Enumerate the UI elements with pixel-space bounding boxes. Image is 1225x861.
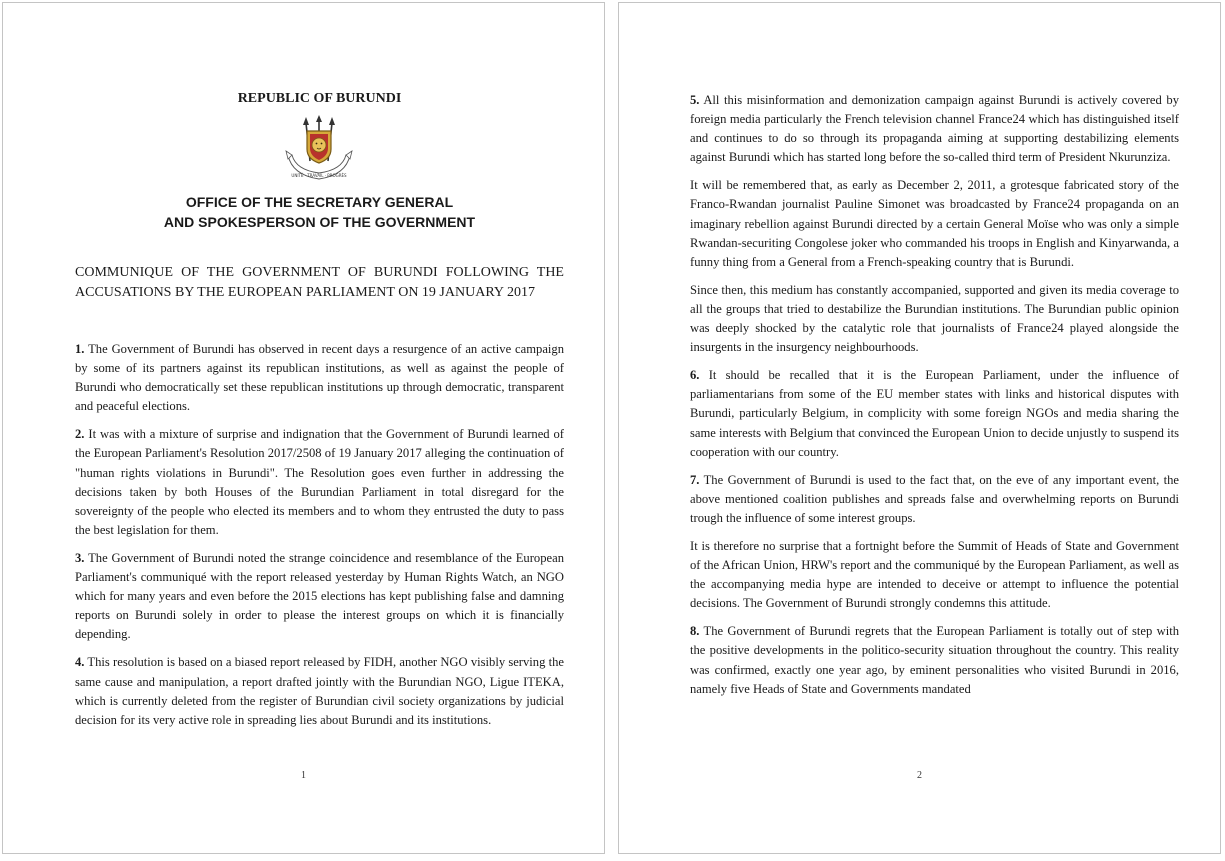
paragraph-number: 3. (75, 550, 85, 565)
paragraph-text: The Government of Burundi regrets that the European Parliament is totally out of step with the positive developments in the politico-security situation throughout the country. This reality was confirmed, exactly one year ago, by eminent personalities who visited Burundi in 2016, namely five Heads of State and Governments mandated (690, 624, 1179, 696)
paragraph-text: The Government of Burundi is used to the fact that, on the eve of any important event, the above mentioned coalition publishes and spreads false and overwhelming reports on Burundi trough the influence of some interest groups. (690, 472, 1179, 525)
paragraph-text: This resolution is based on a biased report released by FIDH, another NGO visibly serving the same cause and manipulation, a report drafted jointly with the Burundian NGO, Ligue ITEKA, which is currently deleted from the register of Burundian civil society organizations by judicial decision for its very active role in spreading lies about Burundi and its institutions. (75, 655, 564, 727)
paragraph (690, 281, 1179, 357)
republic-heading: REPUBLIC OF BURUNDI (237, 91, 402, 106)
paragraph-text: It will be remembered that, as early as December 2, 2011, a grotesque fabricated story of the Franco-Rwandan journalist Pauline Simonet was broadcasted by France24 propaganda on an imaginary rebellion against Burundi directed by a certain General Moïse who was only a simple Rwandan-securiting Congolese joker who commanded his troops in English and Kinyarwanda, a funny thing from a General from a French-speaking country that is Burundi. (690, 178, 1179, 269)
paragraph (690, 366, 1179, 461)
paragraph (690, 537, 1179, 613)
paragraph-text: It was with a mixture of surprise and indignation that the Government of Burundi learned of the European Parliament's Resolution 2017/2508 of 19 January 2017 alleging the continuation of "human rights violations in Burundi". The Resolution goes even further in addressing the decisions taken by both Houses of the Burundian Parliament in total disregard for the sovereignty of the people who elected its members and to whom they entrusted the duty to pass the best legislation for them. (75, 427, 564, 537)
paragraph-number: 6. (690, 368, 700, 383)
communique-title: COMMUNIQUE OF THE GOVERNMENT OF BURUNDI FOLLOWING THE ACCUSATIONS BY THE EUROPEAN PARLIAMENT ON 19 JANUARY 2017 (75, 265, 564, 300)
document-page-2 (618, 2, 1221, 854)
body-text (690, 91, 1179, 708)
page-number: 2 (917, 770, 922, 781)
emblem-motto: UNITÉ · TRAVAIL · PROGRÈS (291, 173, 347, 178)
page-number: 1 (301, 770, 306, 781)
paragraph-number: 7. (690, 472, 700, 487)
paragraph-text: It should be recalled that it is the European Parliament, under the influence of parliamentarians from some of the EU member states with links and historical disputes with Burundi, particularly Belgium, in complicity with some foreign NGOs and media sharing the same interests with Belgium that convinced the European Union to decide unjustly to suspend its cooperation with our country. (690, 368, 1179, 459)
paragraph (690, 622, 1179, 698)
coat-of-arms-icon (284, 115, 354, 187)
paragraph-number: 1. (75, 342, 85, 356)
paragraph (75, 340, 564, 416)
paragraph (75, 653, 564, 729)
paragraph (690, 176, 1179, 271)
paragraph (75, 549, 564, 644)
paragraph-text: It is therefore no surprise that a fortnight before the Summit of Heads of State and Government of the African Union, HRW's report and the communiqué by the European Parliament, as well as the accompanying media hype are intended to deceive or attempt to influence the potential decisions. The Government of Burundi strongly condemns this attitude. (690, 538, 1179, 611)
paragraph-text: All this misinformation and demonization campaign against Burundi is actively covered by foreign media particularly the French television channel France24 which has distinguished itself and continues to do so through its propaganda aiming at supporting destabilizing elements against Burundi which has started long before the so-called third term of President Nkurunziza. (690, 93, 1179, 165)
paragraph (75, 425, 564, 540)
office-heading-line-2: AND SPOKESPERSON OF THE GOVERNMENT (163, 214, 476, 230)
paragraph-number: 8. (690, 624, 700, 639)
paragraph (690, 471, 1179, 528)
paragraph-number: 2. (75, 427, 85, 442)
paragraph-text: The Government of Burundi noted the strange coincidence and resemblance of the European Parliament's communiqué with the report released yesterday by Human Rights Watch, an NGO which for many years and even before the 2015 elections has kept publishing false and damning reports on Burundi solely in order to please the interest groups on which it is financially depending. (75, 550, 564, 642)
paragraph-text: The Government of Burundi has observed in recent days a resurgence of an active campaign by some of its partners against its republican institutions, as well as against the people of Burundi who democratically set these republican institutions up through democratic, transparent and peaceful elections. (75, 342, 564, 414)
office-heading (75, 192, 564, 232)
body-text (75, 340, 564, 739)
paragraph-number: 4. (75, 655, 85, 670)
document-page-1 (2, 2, 605, 854)
paragraph-text: Since then, this medium has constantly accompanied, supported and given its media coverage to all the groups that tried to destabilize the Burundian institutions. The Burundian public opinion was deeply shocked by the catalytic role that journalists of France24 played alongside the insurgents in the insurgency neighbourhoods. (690, 282, 1179, 355)
office-heading-line-1: OFFICE OF THE SECRETARY GENERAL (185, 194, 454, 210)
paragraph-number: 5. (690, 93, 700, 107)
burundi-coat-of-arms-icon (284, 115, 354, 187)
paragraph (690, 91, 1179, 167)
